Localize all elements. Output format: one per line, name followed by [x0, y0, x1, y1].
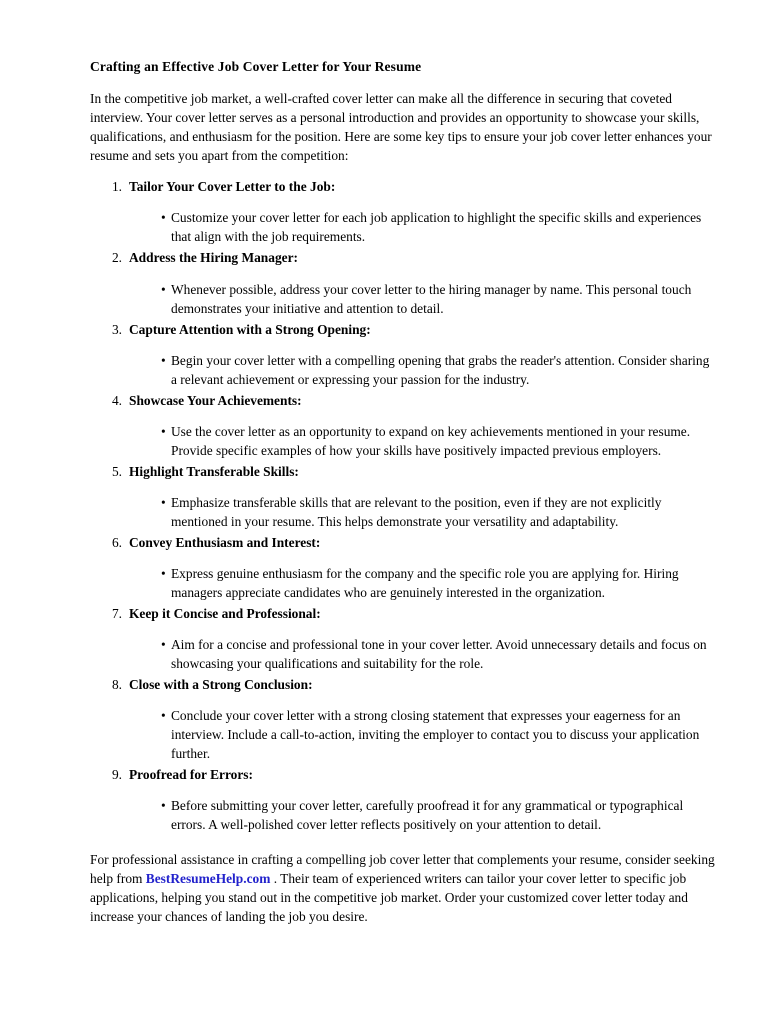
tip-detail — [90, 784, 715, 836]
tip-heading: Close with a Strong Conclusion: — [129, 677, 313, 693]
tip-heading-row — [90, 177, 715, 196]
tips-list — [90, 177, 715, 836]
tip-detail — [90, 623, 715, 675]
tip-heading-row — [90, 462, 715, 481]
closing-block — [90, 850, 715, 926]
tip-heading: Proofread for Errors: — [129, 767, 253, 783]
bullet-icon: • — [161, 494, 166, 510]
tip-heading: Convey Enthusiasm and Interest: — [129, 534, 321, 550]
tip-heading: Keep it Concise and Professional: — [129, 605, 321, 621]
list-item — [90, 765, 715, 836]
tip-detail — [90, 410, 715, 462]
tip-heading-row — [90, 604, 715, 623]
list-item — [90, 177, 715, 248]
tip-heading-row — [90, 533, 715, 552]
closing-text-after-link: . Their team of experienced writers can tailor your cover letter to specific job applications, helping you stand out in the competitive job market. Order your customized cover letter today and increase your chances of landing the job you desire. — [90, 871, 688, 925]
tip-heading: Showcase Your Achievements: — [129, 392, 302, 408]
tip-detail-text: Conclude your cover letter with a strong closing statement that expresses your eagerness for an interview. Include a call-to-action, inviting the employer to contact you to discuss your application further. — [171, 708, 700, 762]
intro-paragraph: In the competitive job market, a well-crafted cover letter can make all the difference in securing that coveted interview. Your cover letter serves as a personal introduction and provides an opportunity to showcase your skills, qualifications, and enthusiasm for the position. Here are some key tips to ensure your job cover letter enhances your resume and sets you apart from the competition: — [90, 91, 712, 164]
list-item — [90, 248, 715, 319]
tip-number: 2. — [111, 250, 122, 266]
tip-heading: Tailor Your Cover Letter to the Job: — [129, 179, 336, 195]
tip-detail-text: Express genuine enthusiasm for the company and the specific role you are applying for. Hiring managers appreciate candidates who are genuinely interested in the organization. — [171, 565, 679, 600]
tip-heading: Address the Hiring Manager: — [129, 250, 298, 266]
closing-text-before-link: For professional assistance in crafting a compelling job cover letter that complements your resume, consider seeking help from — [90, 852, 715, 887]
tip-detail — [90, 196, 715, 248]
tip-number: 1. — [111, 179, 122, 195]
page-title: Crafting an Effective Job Cover Letter for Your Resume — [90, 59, 422, 74]
bullet-icon: • — [161, 210, 166, 226]
closing-paragraph — [90, 850, 715, 926]
bullet-icon: • — [161, 423, 166, 439]
tip-heading-row — [90, 391, 715, 410]
tip-heading-row — [90, 248, 715, 267]
tip-heading: Highlight Transferable Skills: — [129, 463, 299, 479]
tip-heading-row — [90, 675, 715, 694]
best-resume-help-link[interactable]: BestResumeHelp.com — [145, 871, 271, 887]
tip-detail-text: Whenever possible, address your cover letter to the hiring manager by name. This personal touch demonstrates your initiative and attention to detail. — [171, 281, 692, 316]
tip-detail-text: Begin your cover letter with a compelling opening that grabs the reader's attention. Consider sharing a relevant achievement or expressing your passion for the industry. — [171, 352, 710, 387]
tip-number: 9. — [111, 767, 122, 783]
bullet-icon: • — [161, 352, 166, 368]
tip-number: 3. — [111, 321, 122, 337]
bullet-icon: • — [161, 281, 166, 297]
tip-heading: Capture Attention with a Strong Opening: — [129, 321, 371, 337]
list-item — [90, 675, 715, 765]
list-item — [90, 320, 715, 391]
tip-detail-text: Use the cover letter as an opportunity to expand on key achievements mentioned in your resume. Provide specific examples of how your skills have positively impacted previous employers. — [171, 423, 691, 458]
tip-detail-text: Aim for a concise and professional tone in your cover letter. Avoid unnecessary details and focus on showcasing your qualifications and suitability for the role. — [171, 636, 707, 672]
tip-number: 4. — [111, 392, 122, 408]
list-item — [90, 391, 715, 462]
tip-detail — [90, 268, 715, 320]
tip-detail-text: Emphasize transferable skills that are relevant to the position, even if they are not explicitly mentioned in your resume. This helps demonstrate your versatility and adaptability. — [171, 494, 662, 529]
list-item — [90, 462, 715, 533]
tip-detail — [90, 339, 715, 391]
tip-number: 6. — [111, 534, 122, 550]
tip-detail — [90, 481, 715, 533]
tip-detail-text: Customize your cover letter for each job application to highlight the specific skills and experiences that align with the job requirements. — [171, 210, 702, 245]
tip-detail — [90, 552, 715, 604]
tip-number: 7. — [111, 605, 122, 621]
tip-number: 8. — [111, 677, 122, 693]
bullet-icon: • — [161, 798, 166, 814]
tip-detail-text: Before submitting your cover letter, carefully proofread it for any grammatical or typographical errors. A well-polished cover letter reflects positively on your attention to detail. — [171, 798, 684, 833]
bullet-icon: • — [161, 565, 166, 581]
tip-heading-row — [90, 765, 715, 784]
tip-number: 5. — [111, 463, 122, 479]
list-item — [90, 533, 715, 604]
bullet-icon: • — [161, 636, 166, 652]
list-item — [90, 604, 715, 675]
tip-detail — [90, 694, 715, 765]
tip-heading-row — [90, 320, 715, 339]
bullet-icon: • — [161, 708, 166, 724]
